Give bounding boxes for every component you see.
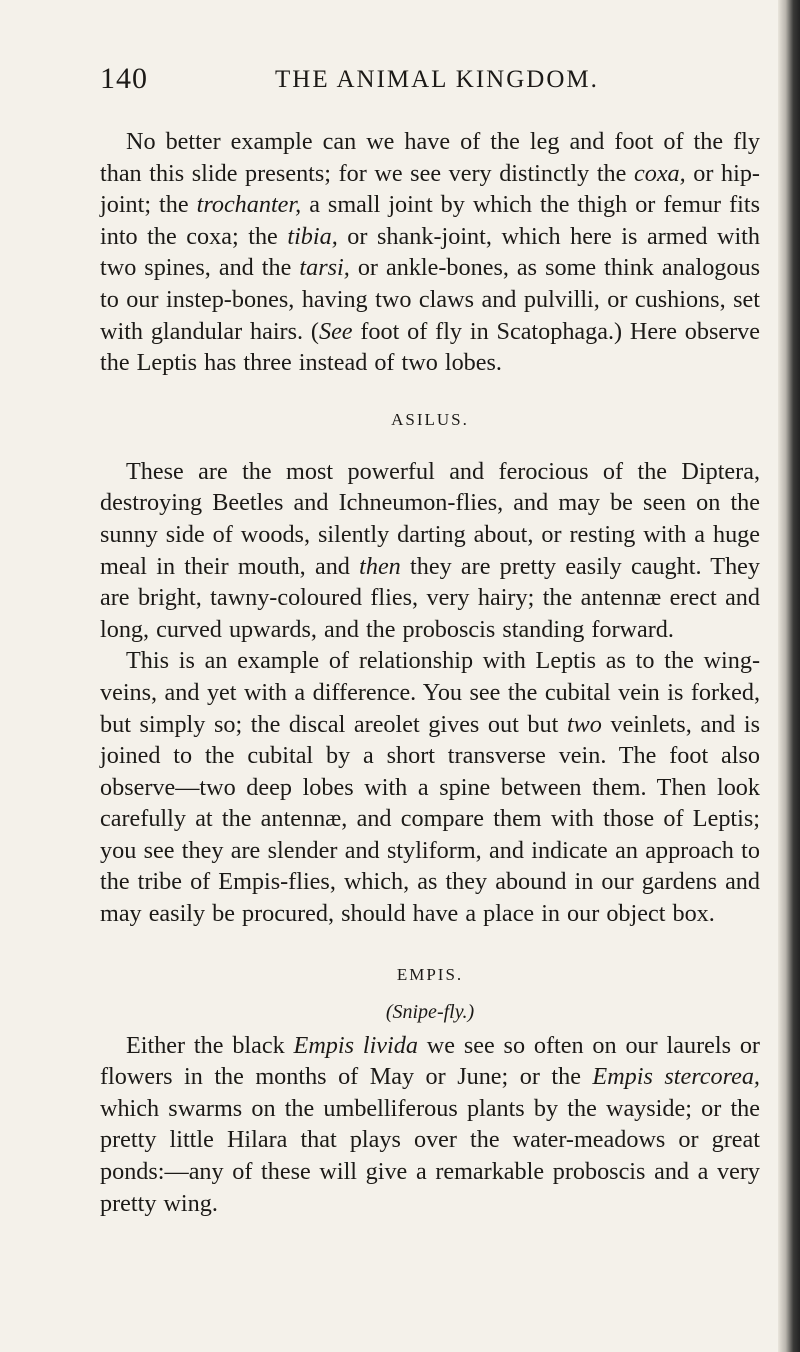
paragraph-asilus-description: These are the most powerful and ferocious of the Diptera, destroying Beetles and Ichneumon-flies, and may be seen on the sunny side of woods, silently darting about, or resting with a huge meal in their mouth, and then they are pretty easily caught. They are bright, tawny-coloured flies, very hairy; the antennæ erect and long, curved upwards, and the proboscis standing forward.: [100, 457, 760, 643]
running-title: THE ANIMAL KINGDOM.: [275, 66, 599, 93]
body-text: [100, 126, 760, 1219]
paragraph-asilus-relationship: This is an example of relationship with Leptis as to the wing-veins, and yet with a difference. You see the cubital vein is forked, but simply so; the discal areolet gives out but two veinlets, and is joined to the cubital by a short transverse vein. The foot also observe—two deep lobes with a spine between them. Then look carefully at the antennæ, and compare them with those of Leptis; you see they are slender and styliform, and indicate an approach to the tribe of Empis-flies, which, as they abound in our gardens and may easily be procured, should have a place in our object box.: [100, 647, 760, 928]
subheading-snipe-fly: (Snipe-fly.): [385, 1000, 475, 1023]
section-heading-empis: EMPIS.: [396, 964, 464, 984]
paragraph-leg-and-foot: No better example can we have of the leg and foot of the fly than this slide presents; for we see very distinctly the coxa, or hip-joint; the trochanter, a small joint by which the thigh or femur fits into the coxa; the tibia, or shank-joint, which here is armed with two spines, and the tarsi, or ankle-bones, as some think analogous to our instep-bones, having two claws and pulvilli, or cushions, set with glandular hairs. (See foot of fly in Scatophaga.) Here observe the Leptis has three instead of two lobes.: [100, 128, 760, 377]
running-head: [100, 62, 760, 98]
paragraph-empis: Either the black Empis livida we see so often on our laurels or flowers in the months of May or June; or the Empis stercorea, which swarms on the umbelliferous plants by the wayside; or the pretty little Hilara that plays over the water-meadows or great ponds:—any of these will give a remarkable proboscis and a very pretty wing.: [100, 1031, 760, 1217]
book-spine-shadow: [778, 0, 800, 1352]
page-number: 140: [100, 62, 148, 95]
section-heading-asilus: ASILUS.: [391, 409, 469, 429]
